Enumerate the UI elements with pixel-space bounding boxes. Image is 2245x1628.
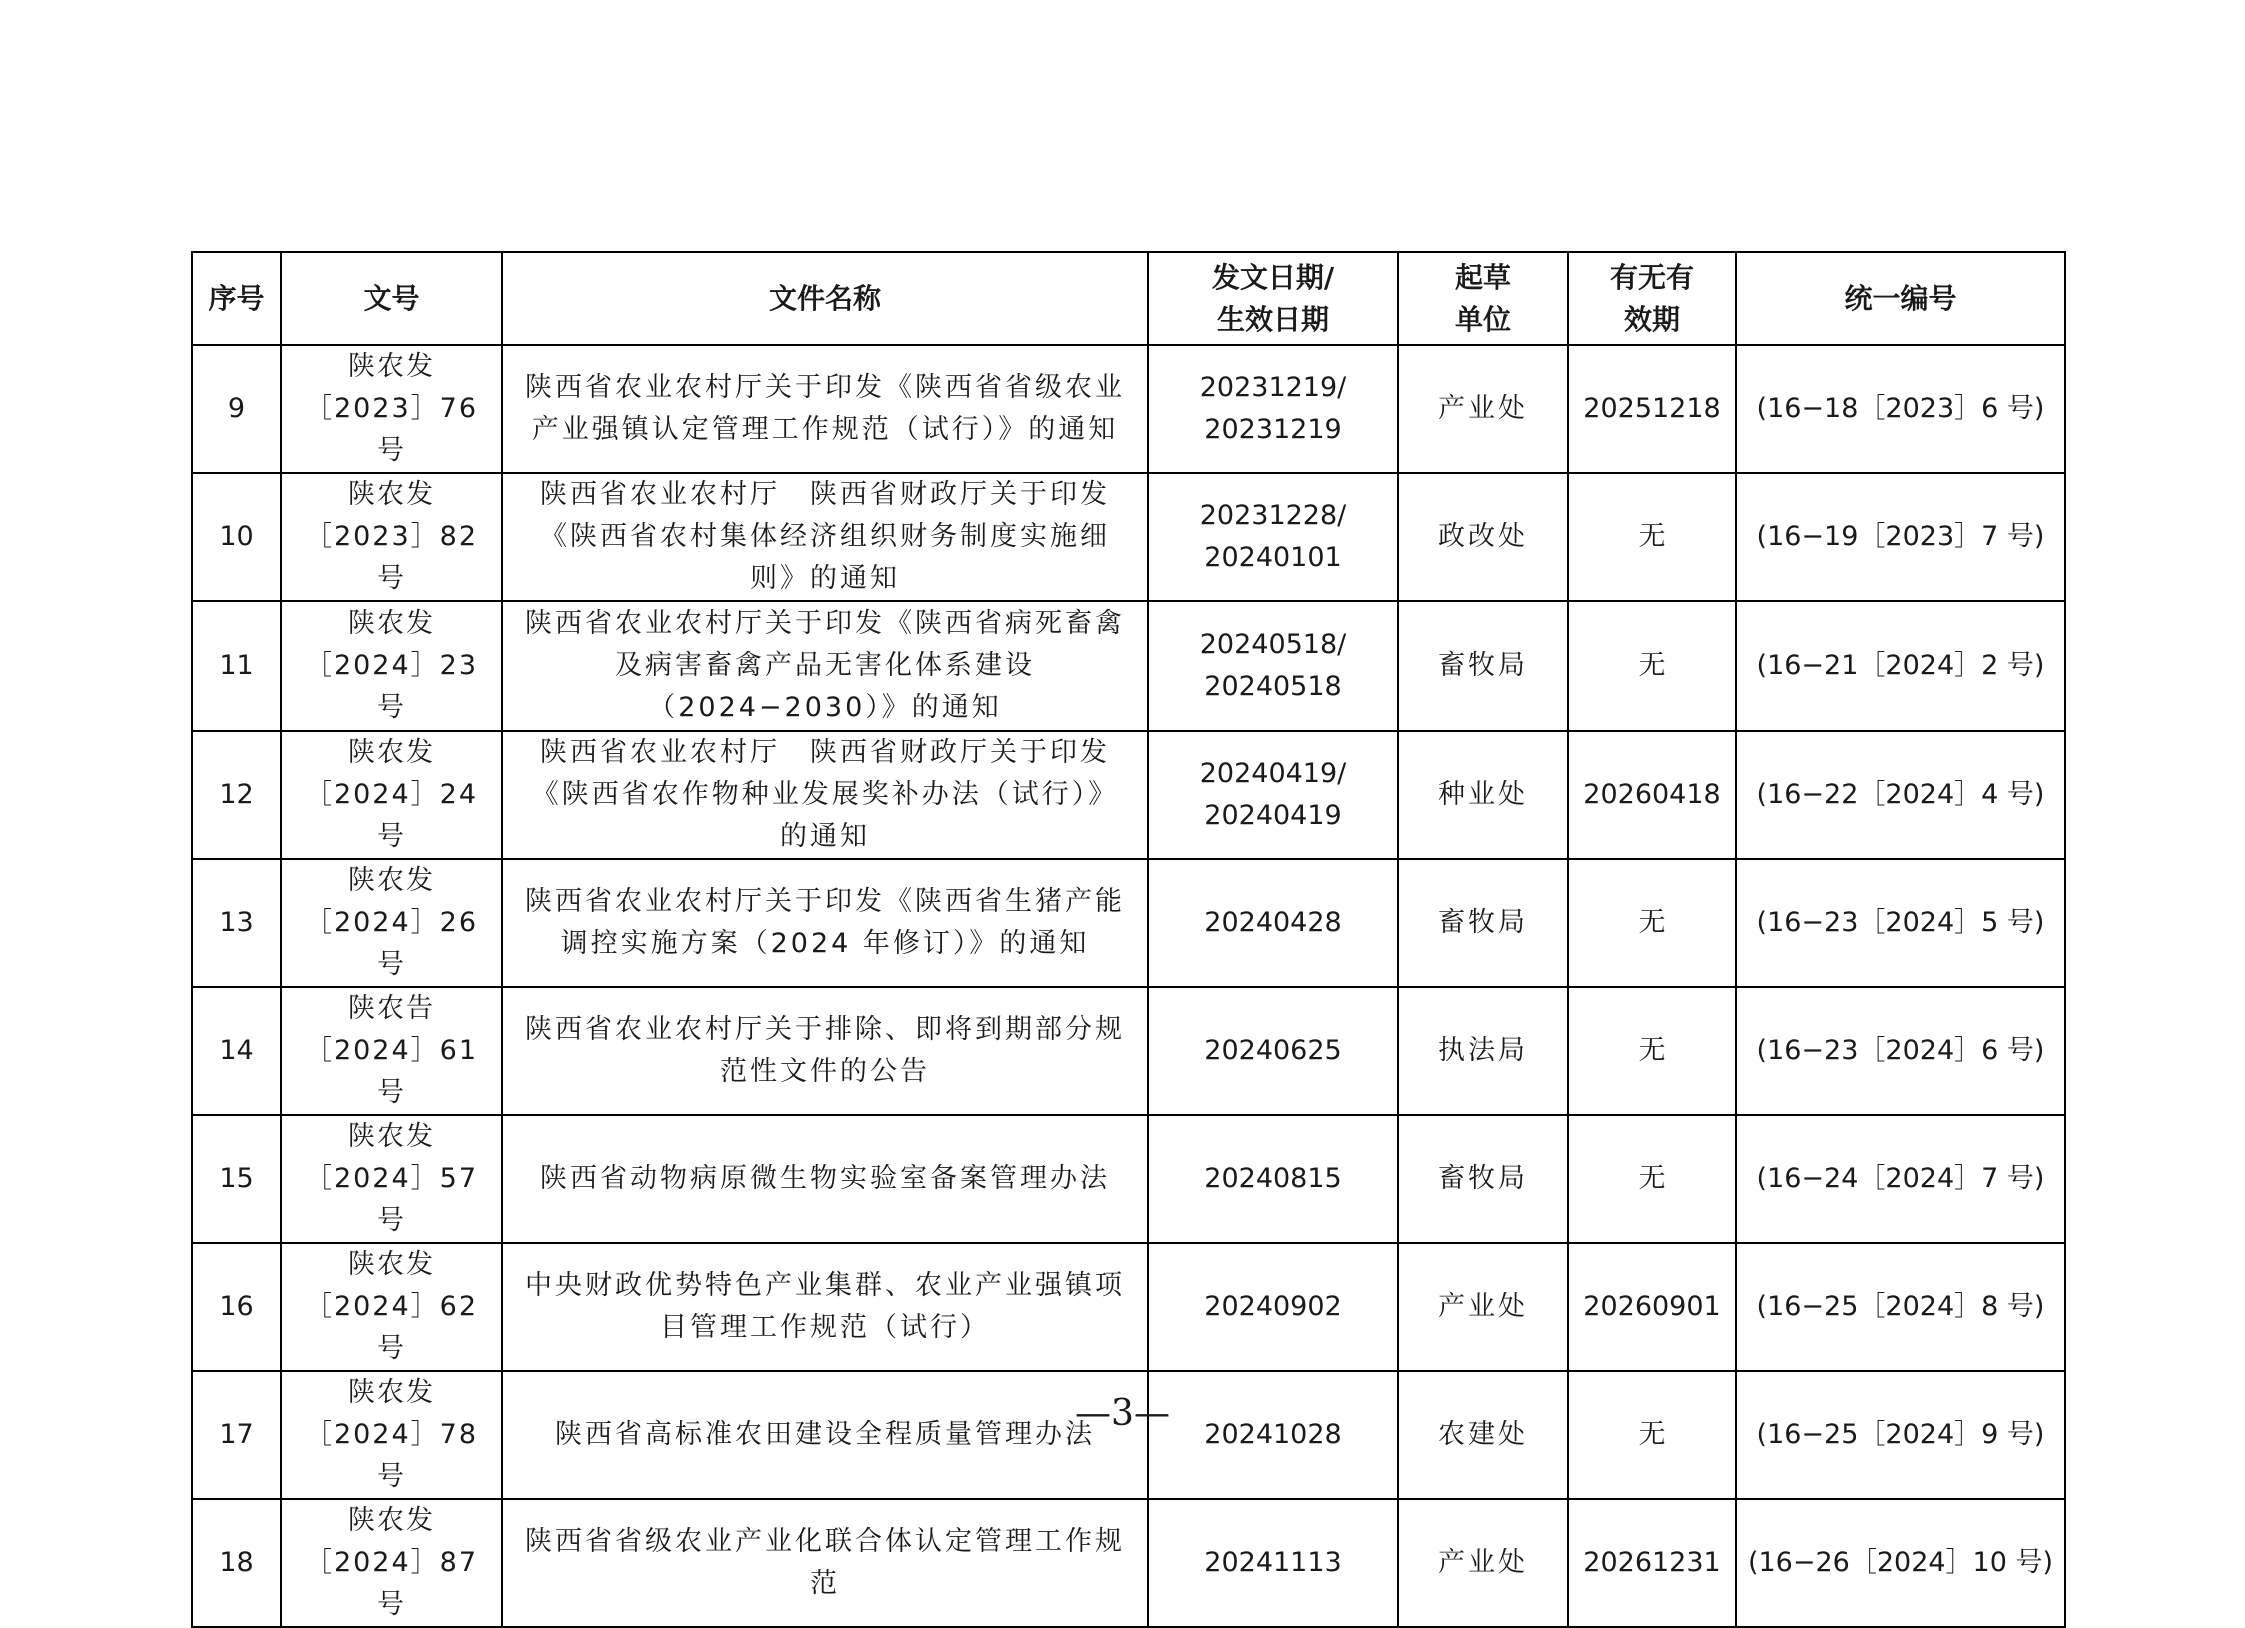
cell-unit: 种业处: [1398, 731, 1568, 859]
table-row: [192, 1115, 2065, 1243]
table-row: [192, 859, 2065, 987]
cell-title: 陕西省动物病原微生物实验室备案管理办法: [502, 1115, 1148, 1243]
header-date: 发文日期/ 生效日期: [1148, 252, 1398, 345]
cell-seq: 10: [192, 473, 281, 601]
cell-validity: 20261231: [1568, 1499, 1736, 1627]
cell-title: 陕西省省级农业产业化联合体认定管理工作规范: [502, 1499, 1148, 1627]
cell-date: 20240815: [1148, 1115, 1398, 1243]
cell-unit: 产业处: [1398, 1499, 1568, 1627]
cell-code: (16−21［2024］2 号): [1736, 601, 2065, 731]
cell-date: 20241028: [1148, 1371, 1398, 1499]
cell-title: 中央财政优势特色产业集群、农业产业强镇项目管理工作规范（试行）: [502, 1243, 1148, 1371]
cell-date: 20231228/ 20240101: [1148, 473, 1398, 601]
cell-validity: 无: [1568, 859, 1736, 987]
table-row: [192, 731, 2065, 859]
cell-code: (16−24［2024］7 号): [1736, 1115, 2065, 1243]
cell-date: 20231219/ 20231219: [1148, 345, 1398, 473]
cell-validity: 20251218: [1568, 345, 1736, 473]
cell-title: 陕西省农业农村厅 陕西省财政厅关于印发《陕西省农村集体经济组织财务制度实施细则》的通知: [502, 473, 1148, 601]
header-docno: 文号: [281, 252, 502, 345]
cell-validity: 无: [1568, 601, 1736, 731]
cell-code: (16−19［2023］7 号): [1736, 473, 2065, 601]
cell-code: (16−23［2024］5 号): [1736, 859, 2065, 987]
cell-code: (16−26［2024］10 号): [1736, 1499, 2065, 1627]
cell-validity: 20260901: [1568, 1243, 1736, 1371]
table-header-row: [192, 252, 2065, 345]
cell-seq: 15: [192, 1115, 281, 1243]
cell-unit: 畜牧局: [1398, 859, 1568, 987]
cell-seq: 18: [192, 1499, 281, 1627]
cell-validity: 无: [1568, 1371, 1736, 1499]
table-row: [192, 1499, 2065, 1627]
cell-unit: 产业处: [1398, 1243, 1568, 1371]
cell-code: (16−18［2023］6 号): [1736, 345, 2065, 473]
page-number: —3—: [1075, 1393, 1170, 1434]
cell-seq: 16: [192, 1243, 281, 1371]
cell-docno: 陕农发 ［2024］87 号: [281, 1499, 502, 1627]
cell-docno: 陕农发 ［2024］23 号: [281, 601, 502, 731]
cell-docno: 陕农发 ［2024］24 号: [281, 731, 502, 859]
cell-validity: 无: [1568, 473, 1736, 601]
cell-code: (16−23［2024］6 号): [1736, 987, 2065, 1115]
cell-seq: 9: [192, 345, 281, 473]
cell-docno: 陕农发 ［2023］82 号: [281, 473, 502, 601]
table-row: [192, 987, 2065, 1115]
cell-unit: 执法局: [1398, 987, 1568, 1115]
cell-title: 陕西省高标准农田建设全程质量管理办法: [502, 1371, 1148, 1499]
cell-docno: 陕农发 ［2024］57 号: [281, 1115, 502, 1243]
cell-docno: 陕农发 ［2023］76 号: [281, 345, 502, 473]
cell-date: 20240902: [1148, 1243, 1398, 1371]
header-unit: 起草 单位: [1398, 252, 1568, 345]
cell-date: 20240625: [1148, 987, 1398, 1115]
cell-seq: 12: [192, 731, 281, 859]
header-validity: 有无有 效期: [1568, 252, 1736, 345]
cell-date: 20241113: [1148, 1499, 1398, 1627]
cell-docno: 陕农发 ［2024］62 号: [281, 1243, 502, 1371]
cell-unit: 畜牧局: [1398, 1115, 1568, 1243]
cell-docno: 陕农发 ［2024］26 号: [281, 859, 502, 987]
cell-date: 20240419/ 20240419: [1148, 731, 1398, 859]
cell-docno: 陕农发 ［2024］78 号: [281, 1371, 502, 1499]
cell-title: 陕西省农业农村厅关于印发《陕西省省级农业产业强镇认定管理工作规范（试行）》的通知: [502, 345, 1148, 473]
header-code: 统一编号: [1736, 252, 2065, 345]
cell-code: (16−25［2024］9 号): [1736, 1371, 2065, 1499]
cell-title: 陕西省农业农村厅关于印发《陕西省生猪产能调控实施方案（2024 年修订）》的通知: [502, 859, 1148, 987]
table-row: [192, 1243, 2065, 1371]
table-row: [192, 345, 2065, 473]
cell-validity: 无: [1568, 987, 1736, 1115]
cell-validity: 20260418: [1568, 731, 1736, 859]
cell-title: 陕西省农业农村厅 陕西省财政厅关于印发《陕西省农作物种业发展奖补办法（试行）》的通知: [502, 731, 1148, 859]
cell-date: 20240518/ 20240518: [1148, 601, 1398, 731]
table-row: [192, 473, 2065, 601]
cell-seq: 13: [192, 859, 281, 987]
cell-unit: 畜牧局: [1398, 601, 1568, 731]
cell-docno: 陕农告 ［2024］61 号: [281, 987, 502, 1115]
cell-seq: 14: [192, 987, 281, 1115]
cell-seq: 17: [192, 1371, 281, 1499]
cell-title: 陕西省农业农村厅关于印发《陕西省病死畜禽及病害畜禽产品无害化体系建设（2024−2030）》的通知: [502, 601, 1148, 731]
cell-unit: 政改处: [1398, 473, 1568, 601]
cell-seq: 11: [192, 601, 281, 731]
cell-code: (16−22［2024］4 号): [1736, 731, 2065, 859]
header-seq: 序号: [192, 252, 281, 345]
header-title: 文件名称: [502, 252, 1148, 345]
cell-unit: 产业处: [1398, 345, 1568, 473]
cell-title: 陕西省农业农村厅关于排除、即将到期部分规范性文件的公告: [502, 987, 1148, 1115]
cell-validity: 无: [1568, 1115, 1736, 1243]
cell-unit: 农建处: [1398, 1371, 1568, 1499]
cell-code: (16−25［2024］8 号): [1736, 1243, 2065, 1371]
table-row: [192, 601, 2065, 731]
cell-date: 20240428: [1148, 859, 1398, 987]
